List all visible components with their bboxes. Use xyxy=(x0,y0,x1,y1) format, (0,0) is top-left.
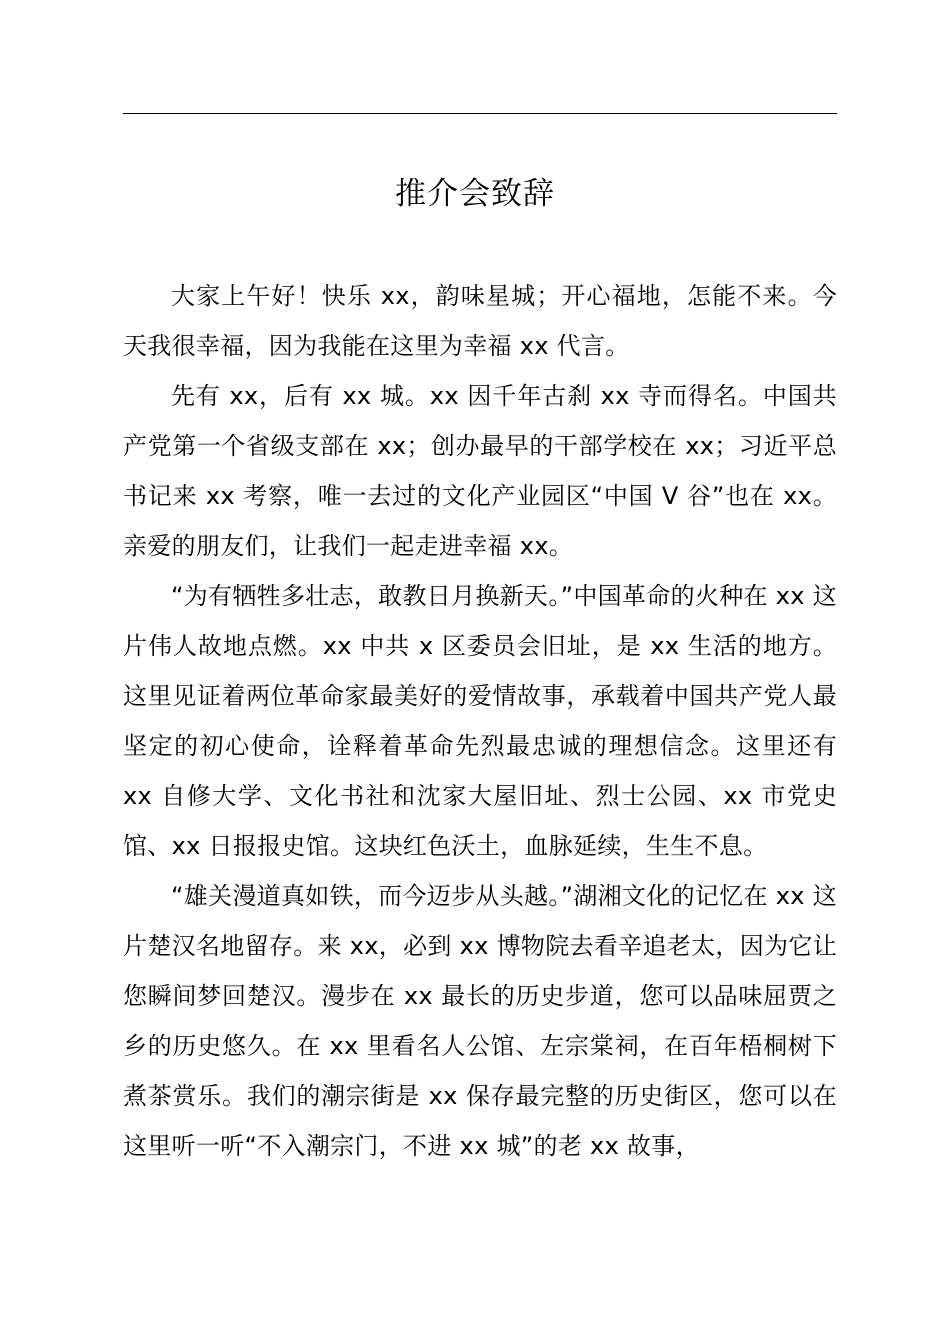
document-body xyxy=(123,271,837,1171)
paragraph-history: 先有 xx，后有 xx 城。xx 因千年古刹 xx 寺而得名。中国共产党第一个省级支部在 xx；创办最早的干部学校在 xx；习近平总书记来 xx 考察，唯一去过的文化产业园区“中国 V 谷”也在 xx。亲爱的朋友们，让我们一起走进幸福 xx。 xyxy=(123,382,837,560)
paragraph-greeting: 大家上午好！快乐 xx，韵味星城；开心福地，怎能不来。今天我很幸福，因为我能在这里为幸福 xx 代言。 xyxy=(123,282,837,360)
document-title: 推介会致辞 xyxy=(395,176,555,212)
paragraph-revolution: “为有牺牲多壮志，敢教日月换新天。”中国革命的火种在 xx 这片伟人故地点燃。xx 中共 x 区委员会旧址，是 xx 生活的地方。这里见证着两位革命家最美好的爱情故事，承载着中国共产党人最坚定的初心使命，诠释着革命先烈最忠诚的理想信念。这里还有 xx 自修大学、文化书社和沈家大屋旧址、烈士公园、xx 市党史馆、xx 日报报史馆。这块红色沃土，血脉延续，生生不息。 xyxy=(123,582,837,860)
header-divider xyxy=(123,113,837,114)
paragraph-culture: “雄关漫道真如铁，而今迈步从头越。”湖湘文化的记忆在 xx 这片楚汉名地留存。来 xx，必到 xx 博物院去看辛追老太，因为它让您瞬间梦回楚汉。漫步在 xx 最长的历史步道，您可以品味屈贾之乡的历史悠久。在 xx 里看名人公馆、左宗棠祠，在百年梧桐树下煮茶赏乐。我们的潮宗街是 xx 保存最完整的历史街区，您可以在这里听一听“不入潮宗门，不进 xx 城”的老 xx 故事， xyxy=(123,882,837,1160)
